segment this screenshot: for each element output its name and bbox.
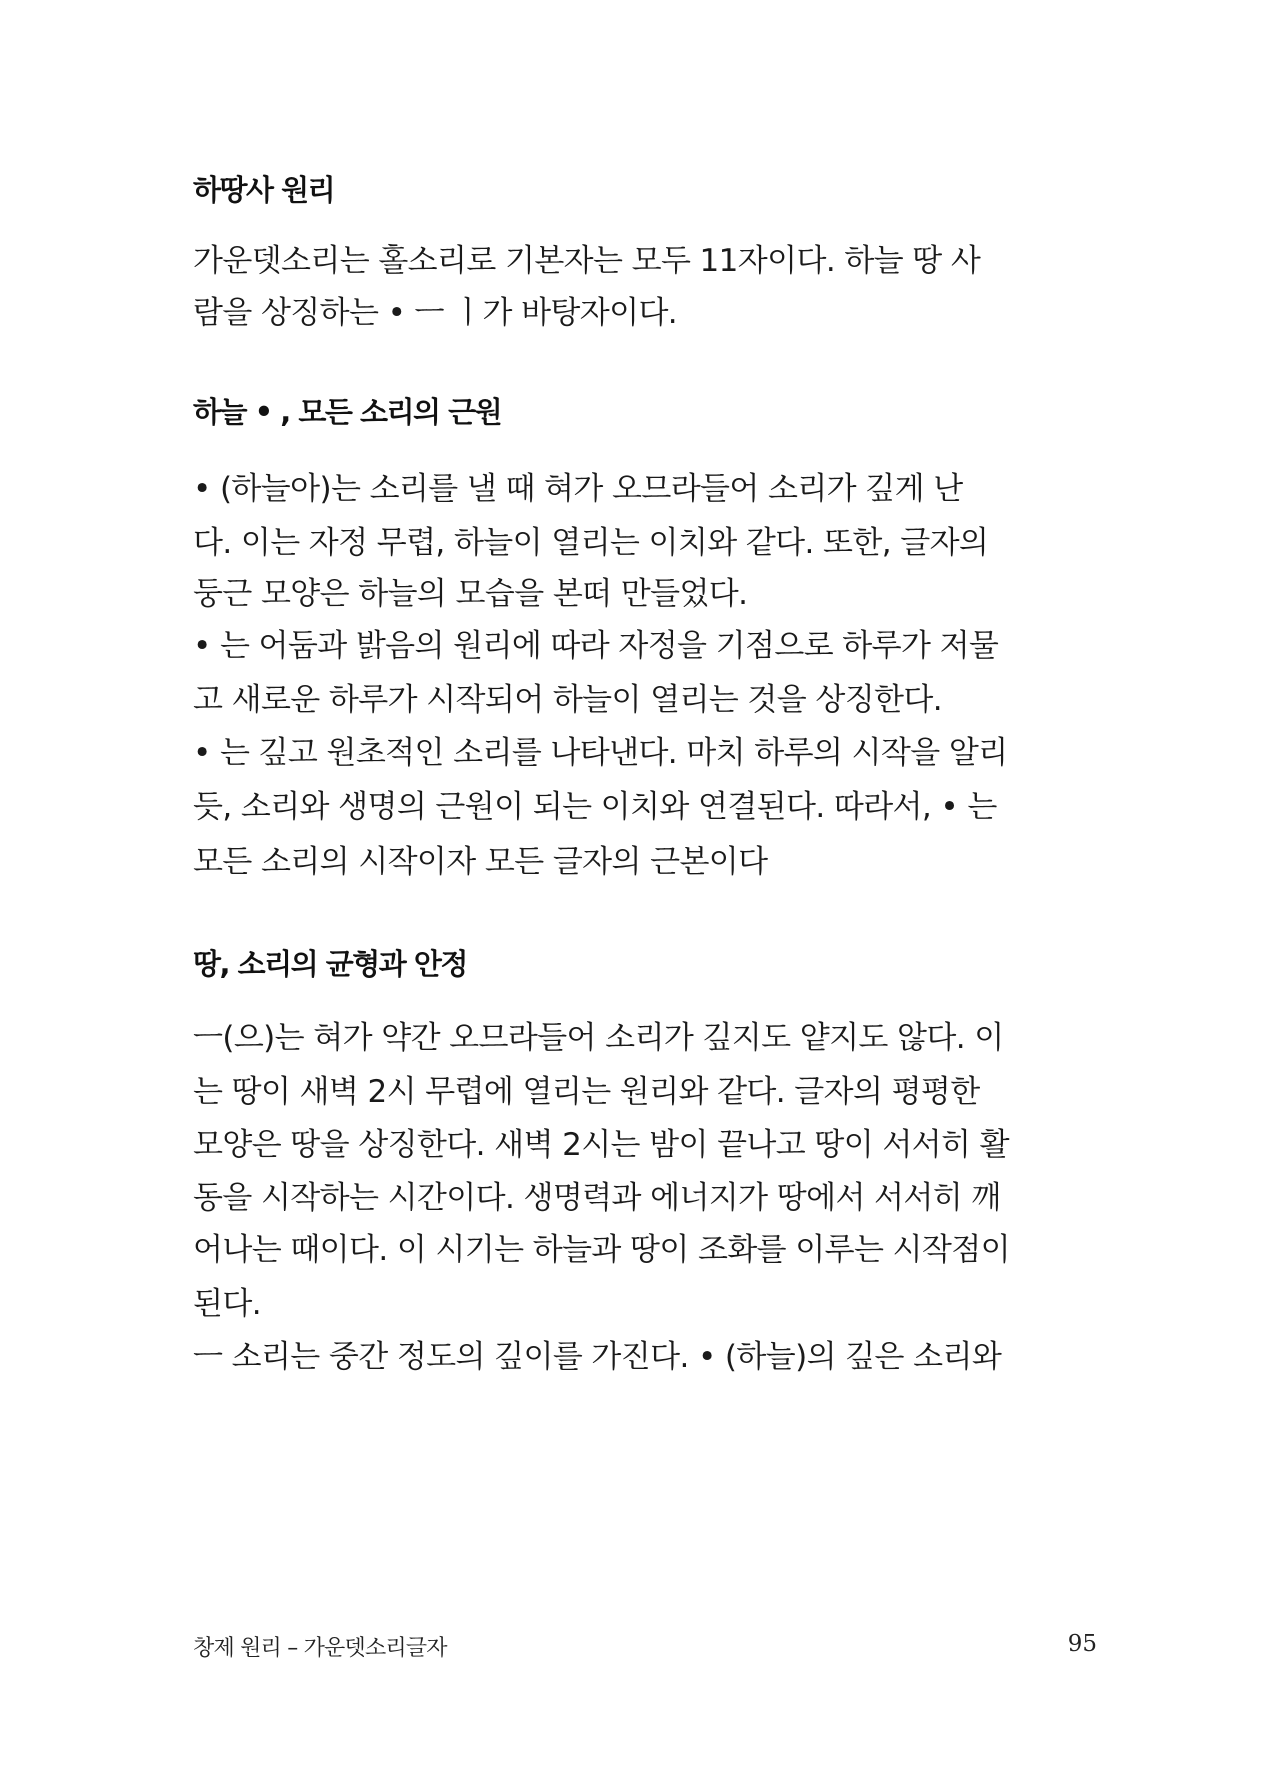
body-line: 어나는 때이다. 이 시기는 하늘과 땅이 조화를 이루는 시작점이 bbox=[193, 1232, 1010, 1268]
body-line: 고 새로운 하루가 시작되어 하늘이 열리는 것을 상징한다. bbox=[193, 682, 942, 718]
body-line: ㅡ(으)는 혀가 약간 오므라들어 소리가 깊지도 얕지도 않다. 이 bbox=[193, 1020, 1004, 1056]
section-heading-earth: 땅, 소리의 균형과 안정 bbox=[193, 947, 467, 981]
body-line: • 는 어둠과 밝음의 원리에 따라 자정을 기점으로 하루가 저물 bbox=[193, 628, 999, 664]
body-line: 람을 상징하는 • ㅡ ㅣ가 바탕자이다. bbox=[193, 295, 678, 331]
body-line: ㅡ 소리는 중간 정도의 깊이를 가진다. • (하늘)의 깊은 소리와 bbox=[193, 1339, 1002, 1375]
section-heading-sky: 하늘 • , 모든 소리의 근원 bbox=[193, 395, 502, 429]
body-line: 가운뎃소리는 홀소리로 기본자는 모두 11자이다. 하늘 땅 사 bbox=[193, 243, 981, 279]
book-page bbox=[193, 0, 1097, 1791]
page-number: 95 bbox=[1067, 1631, 1097, 1657]
running-footer-title: 창제 원리 – 가운뎃소리글자 bbox=[193, 1636, 447, 1661]
body-line: 둥근 모양은 하늘의 모습을 본떠 만들었다. bbox=[193, 576, 748, 612]
body-line: 된다. bbox=[193, 1286, 261, 1322]
body-line: 듯, 소리와 생명의 근원이 되는 이치와 연결된다. 따라서, • 는 bbox=[193, 789, 997, 825]
body-line: 동을 시작하는 시간이다. 생명력과 에너지가 땅에서 서서히 깨 bbox=[193, 1180, 1001, 1216]
body-line: 모든 소리의 시작이자 모든 글자의 근본이다 bbox=[193, 844, 768, 880]
section-heading-hadangsa-principle: 하땅사 원리 bbox=[193, 173, 335, 207]
body-line: • (하늘아)는 소리를 낼 때 혀가 오므라들어 소리가 깊게 난 bbox=[193, 471, 963, 507]
body-line: • 는 깊고 원초적인 소리를 나타낸다. 마치 하루의 시작을 알리 bbox=[193, 735, 1008, 771]
body-line: 다. 이는 자정 무렵, 하늘이 열리는 이치와 같다. 또한, 글자의 bbox=[193, 525, 989, 561]
body-line: 모양은 땅을 상징한다. 새벽 2시는 밤이 끝나고 땅이 서서히 활 bbox=[193, 1127, 1009, 1163]
body-line: 는 땅이 새벽 2시 무렵에 열리는 원리와 같다. 글자의 평평한 bbox=[193, 1074, 980, 1110]
